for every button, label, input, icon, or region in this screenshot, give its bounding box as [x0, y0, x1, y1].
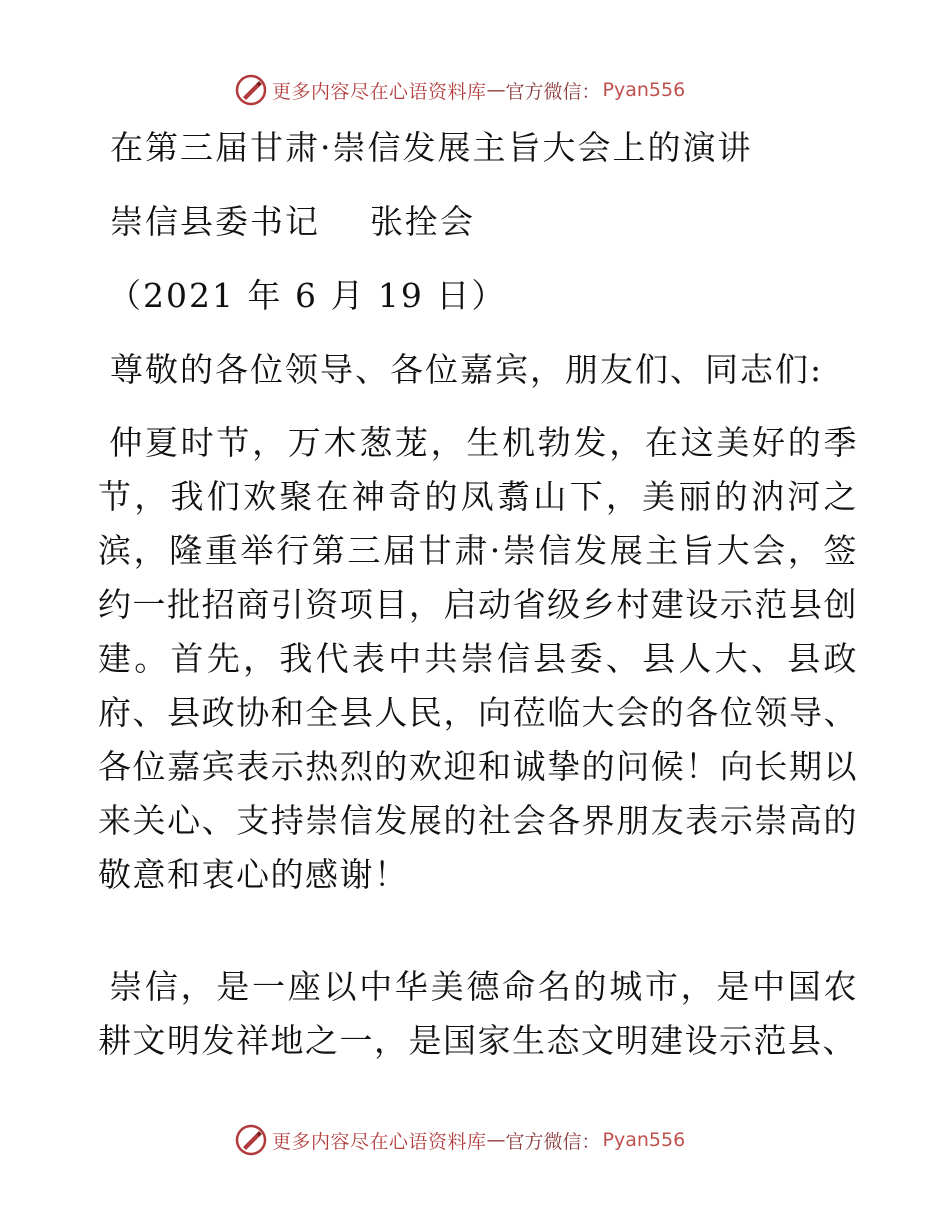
pen-logo-icon	[234, 1123, 268, 1157]
footer-banner-wechat-id: Pyan556	[602, 1129, 686, 1151]
paragraph-2	[98, 960, 858, 1068]
banner-separator: —	[486, 79, 506, 101]
footer-banner-wechat-label: 官方微信：	[505, 1130, 601, 1153]
paragraph-1-text: 仲夏时节，万木葱茏，生机勃发，在这美好的季节，我们欢聚在神奇的凤翥山下，美丽的汭河之滨，隆重举行第三届甘肃·崇信发展主旨大会，签约一批招商引资项目，启动省级乡村建设示范县创建。首先，我代表中共崇信县委、县人大、县政府、县政协和全县人民，向莅临大会的各位领导、各位嘉宾表示热烈的欢迎和诚挚的问候！向长期以来关心、支持崇信发展的社会各界朋友表示崇高的敬意和衷心的感谢！	[98, 423, 858, 894]
speaker-text: 崇信县委书记 张拴会	[110, 202, 475, 241]
paragraph-2-text: 崇信，是一座以中华美德命名的城市，是中国农耕文明发祥地之一，是国家生态文明建设示范县、	[98, 967, 858, 1060]
paragraph-1	[98, 416, 858, 902]
pen-logo-icon	[234, 73, 268, 107]
document-title: 在第三届甘肃·崇信发展主旨大会上的演讲	[110, 128, 753, 167]
speech-date: （2021 年 6 月 19 日）	[108, 276, 507, 315]
banner-text: 更多内容尽在心语资料库	[272, 80, 487, 103]
salutation: 尊敬的各位领导、各位嘉宾，朋友们、同志们:	[110, 350, 824, 389]
footer-banner-text: 更多内容尽在心语资料库	[272, 1130, 487, 1153]
header-banner	[234, 72, 685, 108]
footer-banner	[234, 1122, 685, 1158]
banner-wechat-id: Pyan556	[602, 79, 686, 101]
banner-wechat-label: 官方微信：	[505, 80, 601, 103]
speaker-line	[110, 202, 475, 242]
footer-banner-separator: —	[486, 1129, 506, 1151]
